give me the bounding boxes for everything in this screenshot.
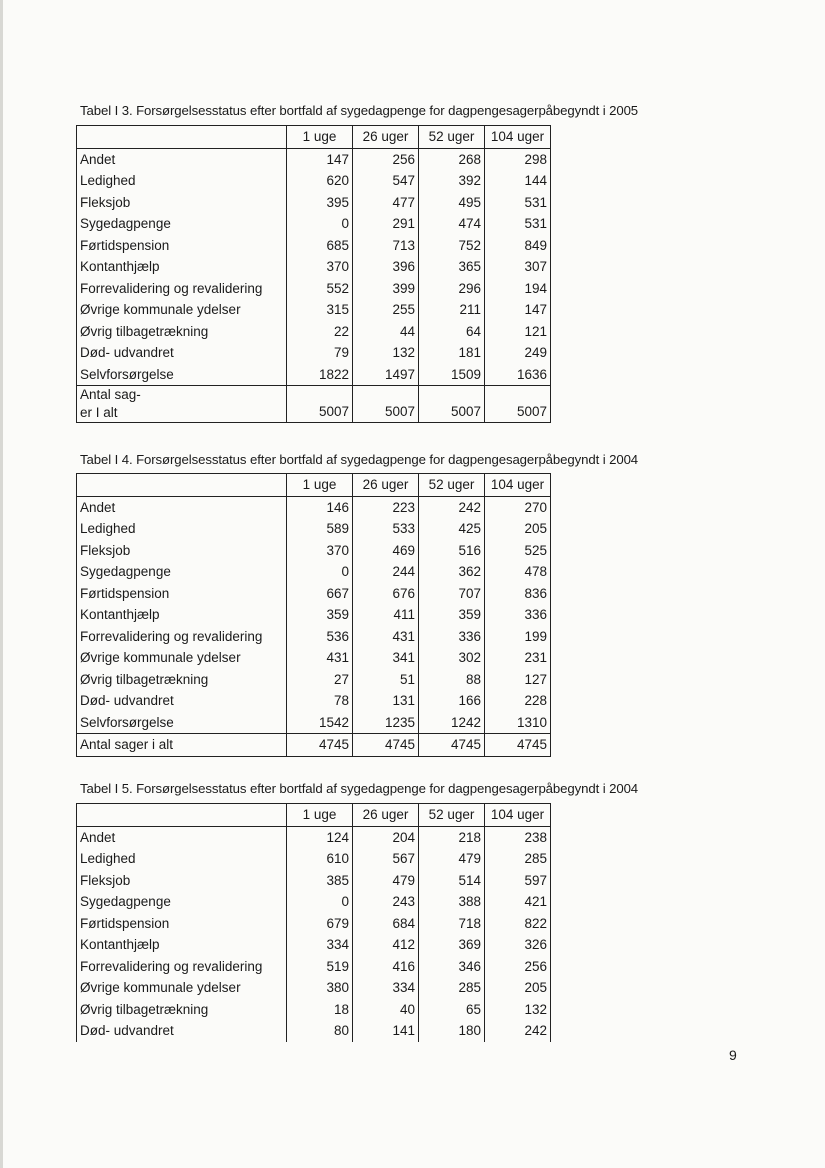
cell: 533 [353,518,419,540]
cell: 268 [419,148,485,170]
row-label: Ledighed [77,518,287,540]
cell: 531 [485,213,551,235]
table-row [77,999,551,1021]
table-row [77,256,551,278]
col-26-uger: 26 uger [353,804,419,827]
table-row [77,192,551,214]
row-label: Forrevalidering og revalidering [77,278,287,300]
row-label: Forrevalidering og revalidering [77,956,287,978]
row-label: Forrevalidering og revalidering [77,626,287,648]
cell: 180 [419,1020,485,1042]
cell: 1310 [485,712,551,734]
cell: 307 [485,256,551,278]
cell: 479 [419,848,485,870]
cell: 388 [419,891,485,913]
row-label: Kontanthjælp [77,604,287,626]
cell: 78 [287,690,353,712]
cell: 365 [419,256,485,278]
table-row [77,496,551,518]
table-row [77,913,551,935]
cell: 199 [485,626,551,648]
cell: 141 [353,1020,419,1042]
cell: 244 [353,561,419,583]
cell: 51 [353,669,419,691]
row-label: Førtidspension [77,235,287,257]
cell: 127 [485,669,551,691]
cell: 431 [287,647,353,669]
cell: 64 [419,321,485,343]
row-label: Fleksjob [77,540,287,562]
cell: 181 [419,342,485,364]
col-1-uge: 1 uge [287,126,353,149]
row-label: Andet [77,148,287,170]
cell: 676 [353,583,419,605]
total-cell: 4745 [419,734,485,757]
cell: 302 [419,647,485,669]
cell: 346 [419,956,485,978]
cell: 516 [419,540,485,562]
cell: 752 [419,235,485,257]
row-label: Andet [77,826,287,848]
cell: 421 [485,891,551,913]
total-label-line-2: er I alt [80,405,118,420]
table-row [77,870,551,892]
table-row [77,604,551,626]
table-row [77,826,551,848]
cell: 684 [353,913,419,935]
total-cell: 5007 [353,386,419,423]
cell: 204 [353,826,419,848]
cell: 194 [485,278,551,300]
cell: 166 [419,690,485,712]
table-header-row [77,474,551,497]
cell: 80 [287,1020,353,1042]
cell: 362 [419,561,485,583]
cell: 519 [287,956,353,978]
table-5-caption: Tabel I 5. Forsørgelsesstatus efter bortfald af sygedagpenge for dagpengesagerpåbegyndt i 2004 [80,781,639,796]
cell: 124 [287,826,353,848]
table-row [77,148,551,170]
cell: 370 [287,256,353,278]
total-cell: 5007 [287,386,353,423]
table-total-row [77,734,551,757]
row-label: Sygedagpenge [77,561,287,583]
row-label: Øvrige kommunale ydelser [77,299,287,321]
table-row [77,956,551,978]
table-row [77,342,551,364]
cell: 1497 [353,364,419,386]
cell: 667 [287,583,353,605]
total-cell: 5007 [419,386,485,423]
row-label: Øvrig tilbagetrækning [77,321,287,343]
cell: 223 [353,496,419,518]
cell: 341 [353,647,419,669]
cell: 536 [287,626,353,648]
cell: 1235 [353,712,419,734]
cell: 713 [353,235,419,257]
cell: 547 [353,170,419,192]
cell: 395 [287,192,353,214]
table-row [77,170,551,192]
cell: 132 [353,342,419,364]
cell: 399 [353,278,419,300]
cell: 65 [419,999,485,1021]
cell: 610 [287,848,353,870]
cell: 370 [287,540,353,562]
total-cell: 5007 [485,386,551,423]
col-1-uge: 1 uge [287,804,353,827]
total-label-line-1: Antal sag- [80,387,141,402]
cell: 326 [485,934,551,956]
cell: 88 [419,669,485,691]
cell: 477 [353,192,419,214]
cell: 1822 [287,364,353,386]
cell: 44 [353,321,419,343]
table-row [77,561,551,583]
cell: 589 [287,518,353,540]
table-4-caption: Tabel I 4. Forsørgelsesstatus efter bortfald af sygedagpenge for dagpengesagerpåbegyndt i 2004 [80,452,639,467]
cell: 478 [485,561,551,583]
cell: 1509 [419,364,485,386]
table-row [77,690,551,712]
cell: 238 [485,826,551,848]
cell: 144 [485,170,551,192]
cell: 359 [287,604,353,626]
cell: 392 [419,170,485,192]
row-label: Sygedagpenge [77,891,287,913]
cell: 334 [353,977,419,999]
cell: 131 [353,690,419,712]
table-row [77,299,551,321]
table-row [77,364,551,386]
row-label: Død- udvandret [77,690,287,712]
row-label: Kontanthjælp [77,934,287,956]
cell: 336 [419,626,485,648]
cell: 18 [287,999,353,1021]
page-number: 9 [729,1047,737,1063]
table-header-row [77,804,551,827]
cell: 205 [485,518,551,540]
table-row [77,626,551,648]
row-label: Øvrige kommunale ydelser [77,977,287,999]
col-1-uge: 1 uge [287,474,353,497]
cell: 205 [485,977,551,999]
cell: 242 [419,496,485,518]
cell: 396 [353,256,419,278]
cell: 27 [287,669,353,691]
cell: 121 [485,321,551,343]
row-label: Sygedagpenge [77,213,287,235]
cell: 270 [485,496,551,518]
row-label: Andet [77,496,287,518]
cell: 1542 [287,712,353,734]
cell: 514 [419,870,485,892]
cell: 132 [485,999,551,1021]
page-edge [0,0,3,1168]
cell: 147 [287,148,353,170]
cell: 849 [485,235,551,257]
cell: 0 [287,891,353,913]
table-row [77,235,551,257]
cell: 552 [287,278,353,300]
cell: 40 [353,999,419,1021]
table-5 [76,803,551,1042]
cell: 228 [485,690,551,712]
cell: 255 [353,299,419,321]
cell: 469 [353,540,419,562]
cell: 425 [419,518,485,540]
row-label: Kontanthjælp [77,256,287,278]
cell: 431 [353,626,419,648]
total-cell: 4745 [287,734,353,757]
table-3-caption: Tabel I 3. Forsørgelsesstatus efter bortfald af sygedagpenge for dagpengesagerpåbegyndt i 2005 [80,103,639,118]
total-label [77,386,287,423]
cell: 597 [485,870,551,892]
cell: 479 [353,870,419,892]
table-total-row [77,386,551,423]
cell: 412 [353,934,419,956]
row-label: Død- udvandret [77,1020,287,1042]
row-label: Fleksjob [77,192,287,214]
cell: 256 [485,956,551,978]
col-52-uger: 52 uger [419,474,485,497]
table-row [77,540,551,562]
cell: 231 [485,647,551,669]
cell: 242 [485,1020,551,1042]
cell: 1636 [485,364,551,386]
cell: 836 [485,583,551,605]
col-52-uger: 52 uger [419,804,485,827]
cell: 359 [419,604,485,626]
table-row [77,583,551,605]
cell: 380 [287,977,353,999]
cell: 22 [287,321,353,343]
cell: 685 [287,235,353,257]
cell: 495 [419,192,485,214]
row-label: Øvrig tilbagetrækning [77,999,287,1021]
cell: 315 [287,299,353,321]
row-label: Førtidspension [77,583,287,605]
header-blank [77,126,287,149]
cell: 416 [353,956,419,978]
row-label: Selvforsørgelse [77,712,287,734]
cell: 531 [485,192,551,214]
cell: 385 [287,870,353,892]
cell: 334 [287,934,353,956]
cell: 249 [485,342,551,364]
row-label: Selvforsørgelse [77,364,287,386]
cell: 256 [353,148,419,170]
cell: 567 [353,848,419,870]
table-row [77,891,551,913]
table-row [77,934,551,956]
total-label: Antal sager i alt [77,734,287,757]
table-row [77,213,551,235]
row-label: Øvrige kommunale ydelser [77,647,287,669]
row-label: Øvrig tilbagetrækning [77,669,287,691]
cell: 1242 [419,712,485,734]
cell: 147 [485,299,551,321]
cell: 146 [287,496,353,518]
cell: 411 [353,604,419,626]
col-52-uger: 52 uger [419,126,485,149]
row-label: Død- udvandret [77,342,287,364]
table-row [77,669,551,691]
cell: 369 [419,934,485,956]
table-header-row [77,126,551,149]
row-label: Ledighed [77,848,287,870]
table-row [77,518,551,540]
col-26-uger: 26 uger [353,126,419,149]
total-cell: 4745 [485,734,551,757]
table-4 [76,473,551,757]
table-row [77,1020,551,1042]
row-label: Førtidspension [77,913,287,935]
cell: 291 [353,213,419,235]
cell: 822 [485,913,551,935]
cell: 679 [287,913,353,935]
cell: 0 [287,213,353,235]
cell: 718 [419,913,485,935]
cell: 298 [485,148,551,170]
row-label: Ledighed [77,170,287,192]
table-row [77,977,551,999]
cell: 0 [287,561,353,583]
row-label: Fleksjob [77,870,287,892]
total-cell: 4745 [353,734,419,757]
cell: 79 [287,342,353,364]
cell: 474 [419,213,485,235]
cell: 218 [419,826,485,848]
cell: 285 [419,977,485,999]
table-row [77,712,551,734]
col-104-uger: 104 uger [485,474,551,497]
cell: 296 [419,278,485,300]
col-104-uger: 104 uger [485,804,551,827]
cell: 211 [419,299,485,321]
cell: 620 [287,170,353,192]
col-104-uger: 104 uger [485,126,551,149]
table-3 [76,125,551,423]
table-row [77,647,551,669]
table-row [77,278,551,300]
header-blank [77,474,287,497]
table-row [77,321,551,343]
col-26-uger: 26 uger [353,474,419,497]
cell: 525 [485,540,551,562]
cell: 243 [353,891,419,913]
header-blank [77,804,287,827]
table-row [77,848,551,870]
cell: 707 [419,583,485,605]
cell: 336 [485,604,551,626]
cell: 285 [485,848,551,870]
